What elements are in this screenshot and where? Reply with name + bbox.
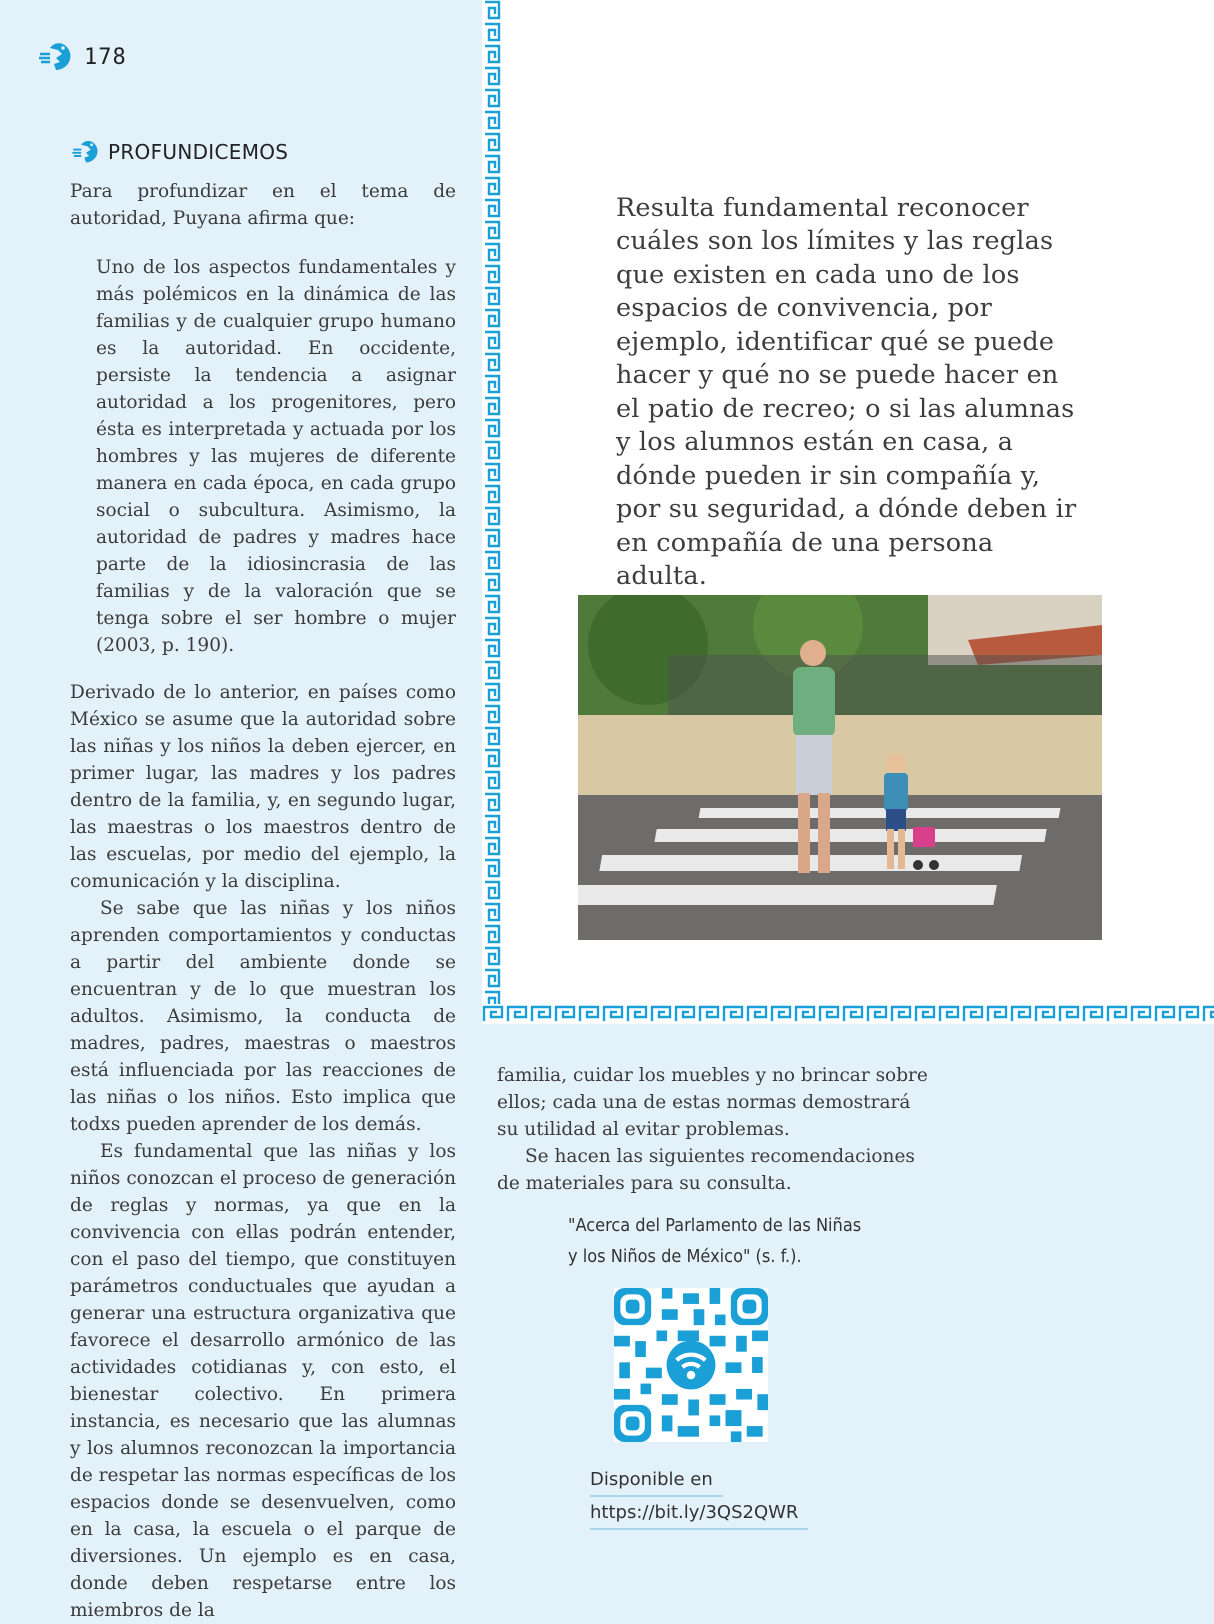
- resource-link[interactable]: https://bit.ly/3QS2QWR: [590, 1497, 808, 1530]
- section-heading: [70, 138, 288, 166]
- resource-title-line: "Acerca del Parlamento de las Niñas: [568, 1215, 862, 1236]
- page-header: [36, 40, 127, 74]
- body-paragraph: Se sabe que las niñas y los niños aprenden comportamientos y conductas a partir del ambiente donde se encuentran y de lo que muestran los adultos. Asimismo, la conducta de madres, padres, maestras o maestros está influenciada por las reacciones de las niñas o los niños. Esto implica que todxs pueden aprender de los demás.: [70, 898, 456, 1135]
- body-paragraph: Derivado de lo anterior, en países como México se asume que la autoridad sobre las niñas y los niños la deben ejercer, en primer lugar, las madres y los padres dentro de la familia, y, en segundo lugar, las maestras o los maestros dentro de las escuelas, por medio del ejemplo, la comunicación y la disciplina.: [70, 682, 456, 892]
- body-paragraph: Se hacen las siguientes recomendaciones de materiales para su consulta.: [497, 1146, 915, 1194]
- eagle-icon: [36, 40, 76, 74]
- page-number: 178: [84, 44, 127, 70]
- resource-title-line: y los Niños de México" (s. f.).: [568, 1246, 802, 1267]
- greek-key-border-vertical: [482, 0, 502, 1024]
- intro-paragraph: Para profundizar en el tema de autoridad, Puyana afirma que:: [70, 181, 456, 229]
- resource-reference: [568, 1210, 861, 1272]
- body-paragraph: familia, cuidar los muebles y no brincar sobre ellos; cada una de estas normas demostrará su utilidad al evitar problemas.: [497, 1065, 928, 1140]
- eagle-icon: [70, 138, 102, 166]
- right-column: [497, 1062, 929, 1197]
- section-title: PROFUNDICEMOS: [108, 140, 289, 164]
- body-paragraph: Es fundamental que las niñas y los niños conozcan el proceso de generación de reglas y normas, ya que en la convivencia con ellas podrán entender, con el paso del tiempo, que constituyen parámetros conductuales que ayudan a generar una estructura organizativa que favorece el desarrollo armónico de las actividades cotidianas y, con esto, el bienestar colectivo. En primera instancia, es necesario que las alumnas y los alumnos reconozcan la importancia de respetar las normas específicas de los espacios donde se desenvuelven, como en la casa, la escuela o el parque de diversiones. Un ejemplo es en casa, donde deben respetarse entre los miembros de la: [70, 1141, 456, 1621]
- left-column: [70, 178, 456, 1624]
- qr-code-icon[interactable]: [614, 1288, 768, 1442]
- crosswalk-photo: [578, 595, 1102, 940]
- callout-text: Resulta fundamental reconocer cuáles son los límites y las reglas que existen en cada uno de los espacios de convivencia, por ejemplo, identificar qué se puede hacer y qué no se puede hacer en el patio de recreo; o si las alumnas y los alumnos están en casa, a dónde pueden ir sin compañía y, por su seguridad, a dónde deben ir en compañía de una persona adulta.: [616, 192, 1077, 591]
- block-quote: Uno de los aspectos fundamentales y más polémicos en la dinámica de las familias y de cualquier grupo humano es la autoridad. En occidente, persiste la tendencia a asignar autoridad a los progenitores, pero ésta es interpretada y actuada por los hombres y las mujeres de diferente manera en cada época, en cada grupo social o subcultura. Asimismo, la autoridad de padres y madres hace parte de la idiosincrasia de las familias y de la valoración que se tenga sobre el ser hombre o mujer (2003, p. 190).: [96, 257, 456, 656]
- availability-block: [590, 1464, 808, 1530]
- greek-key-border-horizontal: [482, 1004, 1214, 1024]
- available-label: Disponible en: [590, 1464, 723, 1497]
